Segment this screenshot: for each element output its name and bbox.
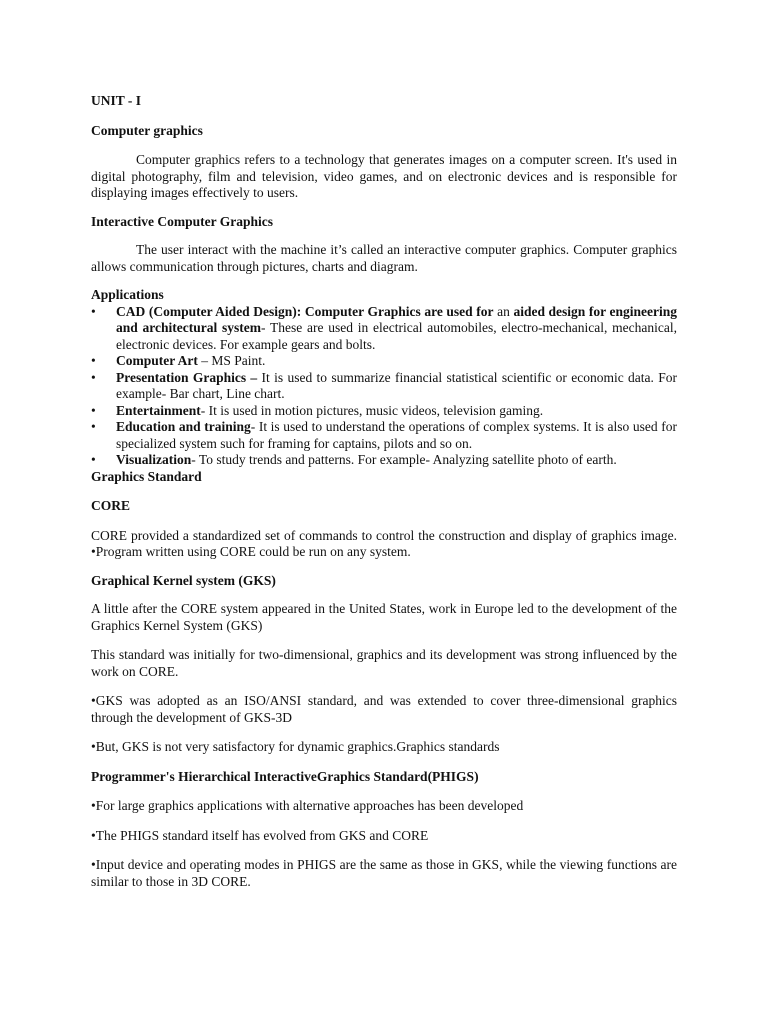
list-item [91,304,677,354]
item-text: – MS Paint. [197,353,266,368]
heading-core: CORE [91,498,131,513]
item-bold-2: aided design for engineering and architectural system [116,303,677,335]
item-text: - To study trends and patterns. For example- Analyzing satellite photo of earth. [191,452,617,467]
unit-title: UNIT - I [91,93,142,108]
item-text: It is used to summarize financial statistical scientific or economic data. For example- Bar chart, Line chart. [116,369,678,401]
item-bold: Entertainment [116,402,201,418]
computer-graphics-paragraph: Computer graphics refers to a technology that generates images on a computer screen. It's used in digital photography, film and television, video games, and on electronic devices and is responsible for displaying images effectively to users. [91,152,677,200]
list-item [91,370,677,403]
heading-phigs: Programmer's Hierarchical InteractiveGraphics Standard(PHIGS) [91,768,479,784]
item-text: - It is used to understand the operations of complex systems. It is also used for specialized system such for framing for captains, pilots and so on. [116,419,677,451]
gks-paragraph-1: A little after the CORE system appeared in the United States, work in Europe led to the development of the Graphics Kernel System (GKS) [91,601,677,633]
list-item [91,419,677,452]
list-item [91,403,677,420]
phigs-paragraph-3: •Input device and operating modes in PHIGS are the same as those in GKS, while the viewing functions are similar to those in 3D CORE. [91,857,677,889]
document-page [91,93,677,890]
gks-paragraph-4: •But, GKS is not very satisfactory for dynamic graphics.Graphics standards [91,739,500,754]
bullet-icon: • [91,419,96,434]
heading-interactive-computer-graphics: Interactive Computer Graphics [91,213,273,229]
item-bold: Education and training [116,419,251,434]
item-text: - These are used in electrical automobiles, electro-mechanical, mechanical, electronic devices. For example gears and bolts. [116,320,677,352]
item-mid: an [493,303,514,319]
item-bold: Visualization [116,452,192,467]
bullet-icon: • [91,353,96,368]
phigs-paragraph-2: •The PHIGS standard itself has evolved from GKS and CORE [91,827,429,843]
gks-paragraph-3: •GKS was adopted as an ISO/ANSI standard, and was extended to cover three-dimensional graphics through the development of GKS-3D [91,693,677,725]
heading-applications: Applications [91,287,164,302]
bullet-icon: • [91,402,96,418]
core-paragraph: CORE provided a standardized set of commands to control the construction and display of graphics image. •Program written using CORE could be run on any system. [91,527,677,559]
bullet-icon: • [91,303,96,319]
heading-graphics-standard: Graphics Standard [91,468,202,484]
item-bold: Computer Art [116,353,198,368]
item-bold: Presentation Graphics – [116,369,258,385]
phigs-paragraph-1: •For large graphics applications with alternative approaches has been developed [91,798,524,813]
gks-paragraph-2: This standard was initially for two-dimensional, graphics and its development was strong influenced by the work on CORE. [91,647,677,679]
interactive-graphics-paragraph: The user interact with the machine it’s called an interactive computer graphics. Computer graphics allows communication through pictures, charts and diagram. [91,242,677,274]
item-bold: CAD (Computer Aided Design): Computer Graphics are used for [116,303,494,319]
heading-computer-graphics: Computer graphics [91,122,203,138]
list-item [91,353,677,370]
heading-gks: Graphical Kernel system (GKS) [91,572,276,588]
item-text: - It is used in motion pictures, music videos, television gaming. [200,402,544,418]
bullet-icon: • [91,452,96,467]
bullet-icon: • [91,369,96,385]
applications-list [91,304,677,469]
list-item [91,452,677,469]
